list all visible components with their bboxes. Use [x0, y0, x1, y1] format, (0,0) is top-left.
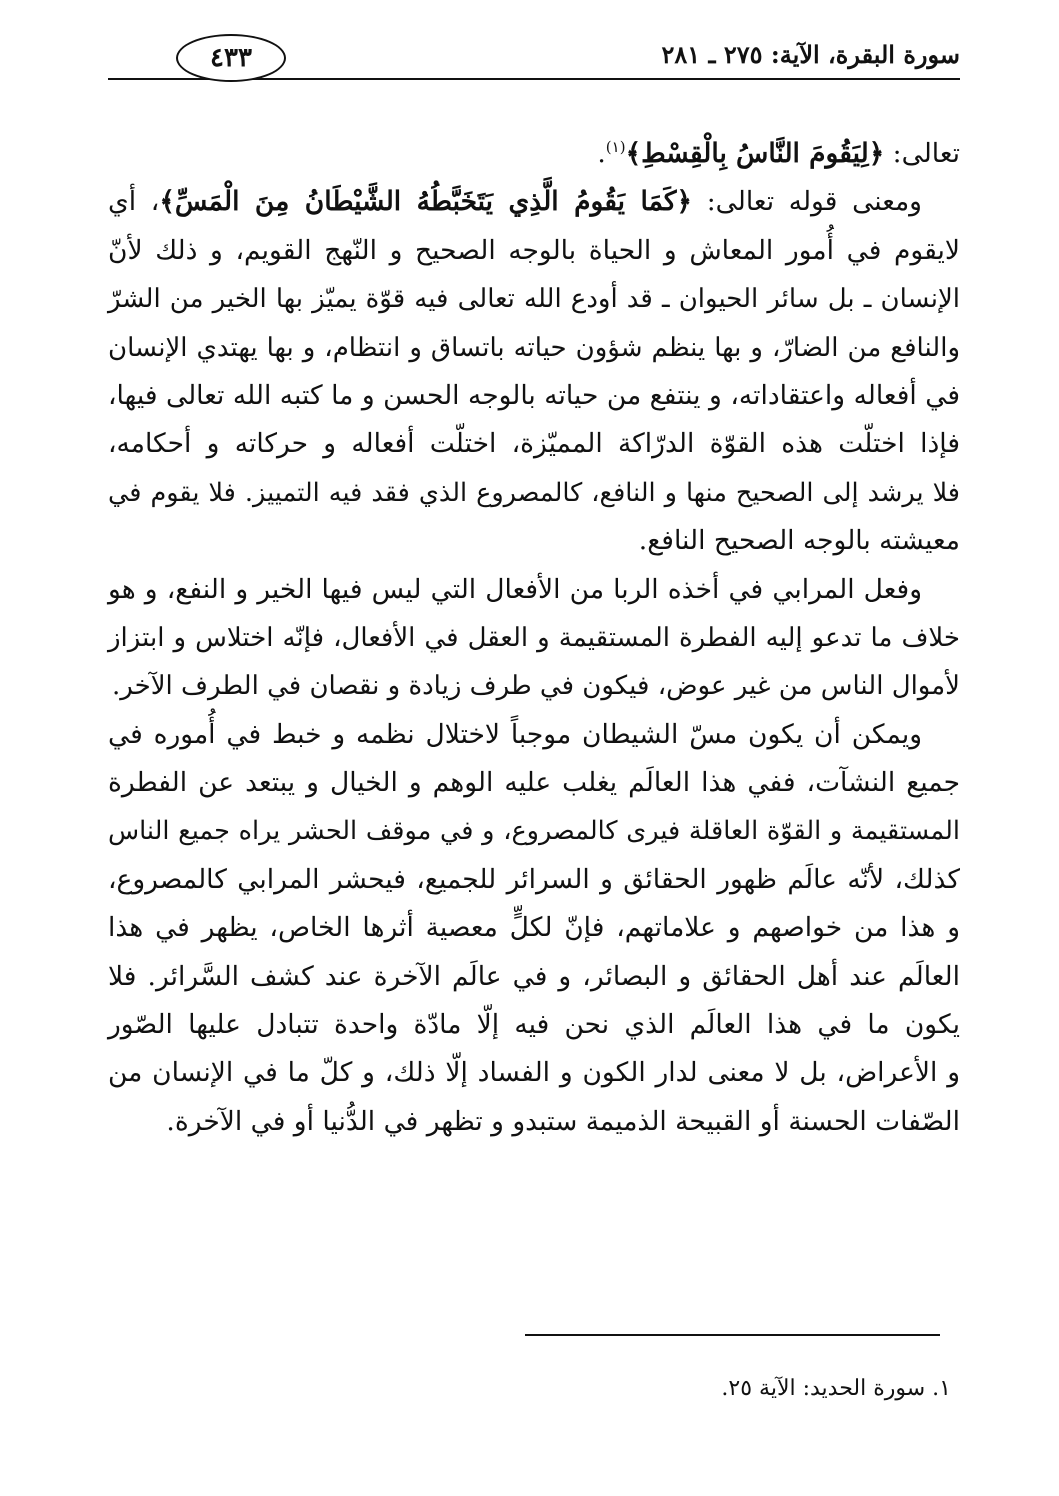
quran-quote: ﴿كَمَا يَقُومُ الَّذِي يَتَخَبَّطُهُ الشَّيْطَانُ مِنَ الْمَسِّ﴾	[159, 186, 693, 218]
text-line: الإنسان ـ بل سائر الحيوان ـ قد أودع الله تعالى فيه قوّة يميّز بها الخير من الشرّ	[108, 284, 960, 315]
text-line: و الأعراض، بل لا معنى لدار الكون و الفساد إلّا ذلك، و كلّ ما في الإنسان من	[108, 1057, 960, 1089]
text-line: كذلك، لأنّه عالَم ظهور الحقائق و السرائر للجميع، فيحشر المرابي كالمصروع،	[108, 863, 960, 895]
quran-quote: ﴿لِيَقُومَ النَّاسُ بِالْقِسْطِ﴾	[625, 138, 885, 169]
text-line: المستقيمة و القوّة العاقلة فيرى كالمصروع، و في موقف الحشر يراه جميع الناس	[108, 816, 960, 847]
footnote-marker: (١)	[605, 138, 626, 157]
text-line: وفعل المرابي في أخذه الربا من الأفعال التي ليس فيها الخير و النفع، و هو	[108, 573, 922, 605]
text-line: فإذا اختلّت هذه القوّة الدرّاكة المميّزة، اختلّت أفعاله و حركاته و أحكامه،	[108, 428, 960, 460]
text-line: في أفعاله واعتقاداته، و ينتفع من حياته بالوجه الحسن و ما كتبه الله تعالى فيها،	[108, 379, 960, 411]
text-line: يكون ما في هذا العالَم الذي نحن فيه إلّا مادّة واحدة تتبادل عليها الصّور	[108, 1009, 960, 1041]
text-line: ويمكن أن يكون مسّ الشيطان موجباً لاختلال نظمه و خبط في أُموره في	[108, 718, 922, 750]
running-title: سورة البقرة، الآية: ٢٧٥ ـ ٢٨١	[661, 40, 960, 69]
text-line: فلا يرشد إلى الصحيح منها و النافع، كالمصروع الذي فقد فيه التمييز. فلا يقوم في	[108, 477, 960, 508]
text-span: ومعنى قوله تعالى:	[692, 186, 922, 218]
text-line: جميع النشآت، ففي هذا العالَم يغلب عليه الوهم و الخيال و يبتعد عن الفطرة	[108, 767, 960, 799]
text-line: لايقوم في أُمور المعاش و الحياة بالوجه الصحيح و النّهج القويم، و ذلك لأنّ	[108, 234, 960, 266]
text-span: ، أي	[108, 186, 160, 218]
text-span: .	[597, 138, 606, 169]
text-line: خلاف ما تدعو إليه الفطرة المستقيمة و العقل في الأفعال، فإنّه اختلاس و ابتزاز	[108, 622, 960, 653]
footnote-rule	[525, 1334, 940, 1336]
text-line: الصّفات الحسنة أو القبيحة الذميمة ستبدو و تظهر في الدُّنيا أو في الآخرة.	[166, 1105, 960, 1137]
text-line: معيشته بالوجه الصحيح النافع.	[638, 525, 960, 557]
main-text	[108, 130, 960, 1146]
text-line	[108, 130, 960, 178]
page-number: ٤٣٣	[176, 34, 286, 82]
text-line: والنافع من الضارّ، و بها ينظم شؤون حياته باتساق و انتظام، و بها يهتدي الإنسان	[108, 332, 960, 363]
footnote: ١. سورة الحديد: الآية ٢٥.	[721, 1376, 951, 1401]
page-header	[108, 34, 960, 86]
text-line: العالَم عند أهل الحقائق و البصائر، و في عالَم الآخرة عند كشف السَّرائر. فلا	[108, 960, 960, 992]
text-line	[108, 178, 960, 226]
text-span: تعالى:	[884, 138, 960, 169]
text-line: و هذا من خواصهم و علاماتهم، فإنّ لكلٍّ معصية أثرها الخاص، يظهر في هذا	[108, 912, 960, 944]
text-line: لأموال الناس من غير عوض، فيكون في طرف زيادة و نقصان في الطرف الآخر.	[112, 671, 960, 702]
